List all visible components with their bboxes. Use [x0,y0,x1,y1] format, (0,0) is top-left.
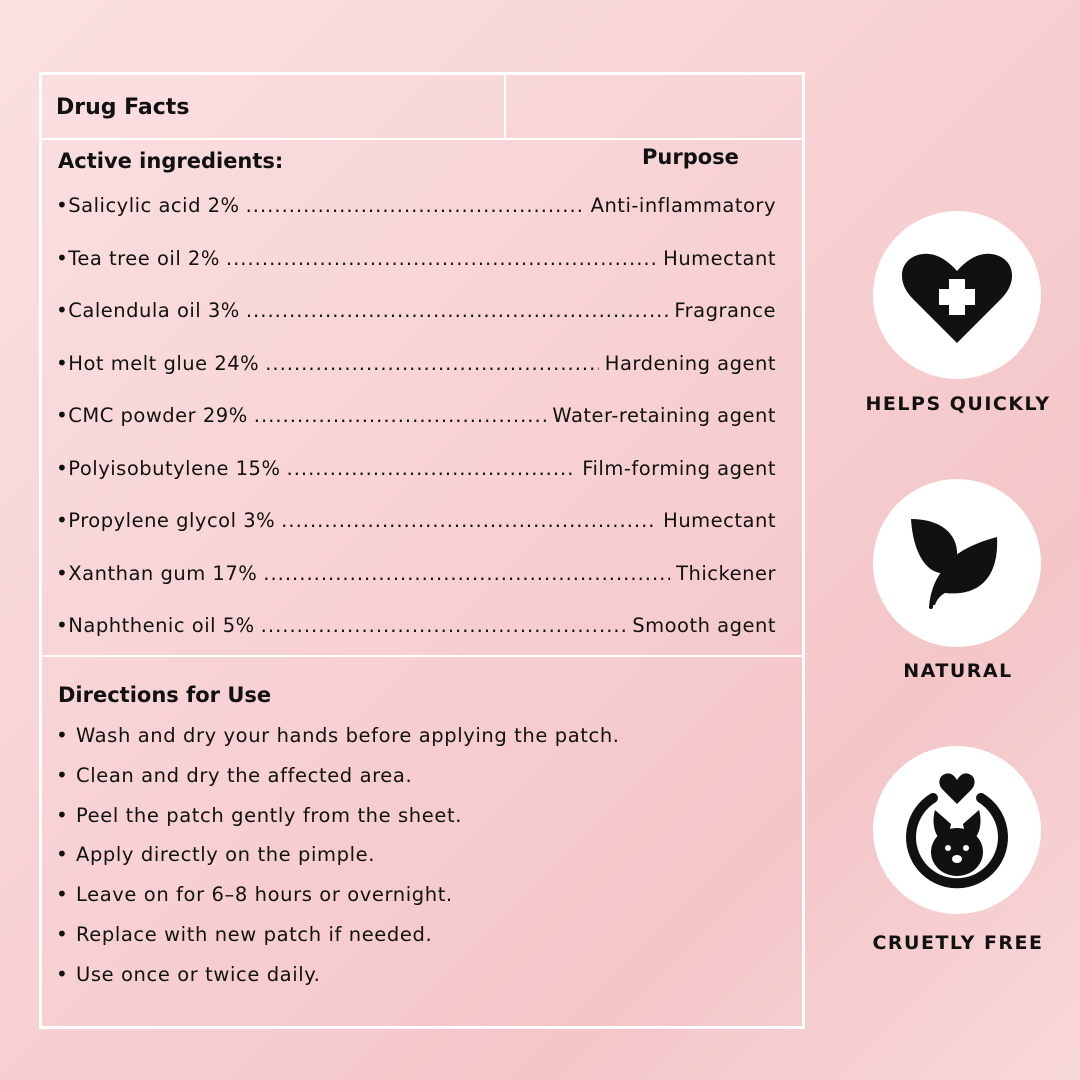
direction-text: Peel the patch gently from the sheet. [76,803,462,827]
directions-list [56,723,620,1002]
ingredient-row [56,613,776,666]
cruelty-free-label: CRUETLY FREE [872,932,1044,954]
bullet: • [56,350,69,375]
leaf-icon [873,479,1041,647]
ingredient-purpose: Hardening agent [604,351,776,375]
bullet: • [56,842,69,867]
natural-label: NATURAL [903,660,1013,682]
ingredient-purpose: Thickener [676,561,776,585]
ingredient-name: Calendula oil 3% [68,299,240,322]
ingredient-purpose: Humectant [663,509,776,532]
direction-item [56,803,620,843]
direction-text: Clean and dry the affected area. [76,763,413,787]
drug-facts-title: Drug Facts [56,95,190,120]
dot-leader [246,194,585,217]
ingredient-row [56,351,776,404]
bullet: • [56,921,69,946]
bullet: • [56,403,69,427]
direction-item [56,962,620,1002]
ingredient-row [56,561,776,614]
dot-leader [287,457,577,480]
dot-leader [281,509,657,532]
direction-text: Use once or twice daily. [76,962,321,986]
direction-item [56,723,620,763]
heart-plus-icon [873,211,1041,379]
bullet: • [56,245,69,270]
bullet: • [56,961,69,986]
bullet: • [56,298,69,322]
ingredient-purpose: Water-retaining agent [552,404,776,427]
title-divider [504,75,506,139]
directions-heading: Directions for Use [58,683,272,707]
ingredient-purpose: Film-forming agent [582,456,776,480]
ingredient-name: Naphthenic oil 5% [68,614,255,637]
purpose-heading: Purpose [642,145,739,169]
ingredient-name: CMC powder 29% [68,404,248,427]
direction-text: Replace with new patch if needed. [76,922,433,946]
ingredient-row [56,456,776,509]
direction-item [56,842,620,882]
bullet: • [56,802,69,827]
ingredient-row [56,403,776,456]
dot-leader [265,352,599,375]
bullet: • [56,762,69,787]
bullet: • [56,613,69,637]
direction-text: Apply directly on the pimple. [76,843,376,867]
ingredient-purpose: Anti-inflammatory [590,194,776,217]
ingredient-purpose: Smooth agent [632,614,776,637]
bullet: • [56,455,69,480]
natural-badge [873,479,1041,647]
bullet: • [56,508,69,532]
ingredient-purpose: Humectant [663,246,776,270]
ingredient-purpose: Fragrance [674,299,776,322]
direction-text: Wash and dry your hands before applying the patch. [76,724,620,747]
dot-leader [226,247,657,270]
ingredient-name: Polyisobutylene 15% [68,456,281,480]
title-separator [42,138,802,140]
direction-item [56,763,620,803]
bullet: • [56,560,69,585]
direction-item [56,922,620,962]
ingredient-name: Salicylic acid 2% [68,194,240,217]
ingredient-list [56,193,776,666]
ingredient-name: Xanthan gum 17% [68,561,258,585]
direction-text: Leave on for 6–8 hours or overnight. [76,883,453,907]
bullet: • [56,193,69,217]
dot-leader [246,299,668,322]
ingredient-row [56,508,776,561]
bullet: • [56,882,69,907]
direction-item [56,882,620,922]
ingredient-row [56,193,776,246]
dot-leader [261,614,627,637]
bunny-heart-icon [873,746,1041,914]
ingredient-row [56,246,776,299]
dot-leader [254,404,547,427]
helps-quickly-label: HELPS QUICKLY [865,393,1051,415]
ingredient-row [56,298,776,351]
ingredient-name: Hot melt glue 24% [68,351,260,375]
dot-leader [263,562,670,585]
bullet: • [56,723,69,747]
ingredient-name: Propylene glycol 3% [68,509,276,532]
helps-quickly-badge [873,211,1041,379]
active-ingredients-heading: Active ingredients: [58,149,284,173]
cruelty-free-badge [873,746,1041,914]
drug-facts-panel [39,72,805,1029]
ingredient-name: Tea tree oil 2% [68,246,220,270]
